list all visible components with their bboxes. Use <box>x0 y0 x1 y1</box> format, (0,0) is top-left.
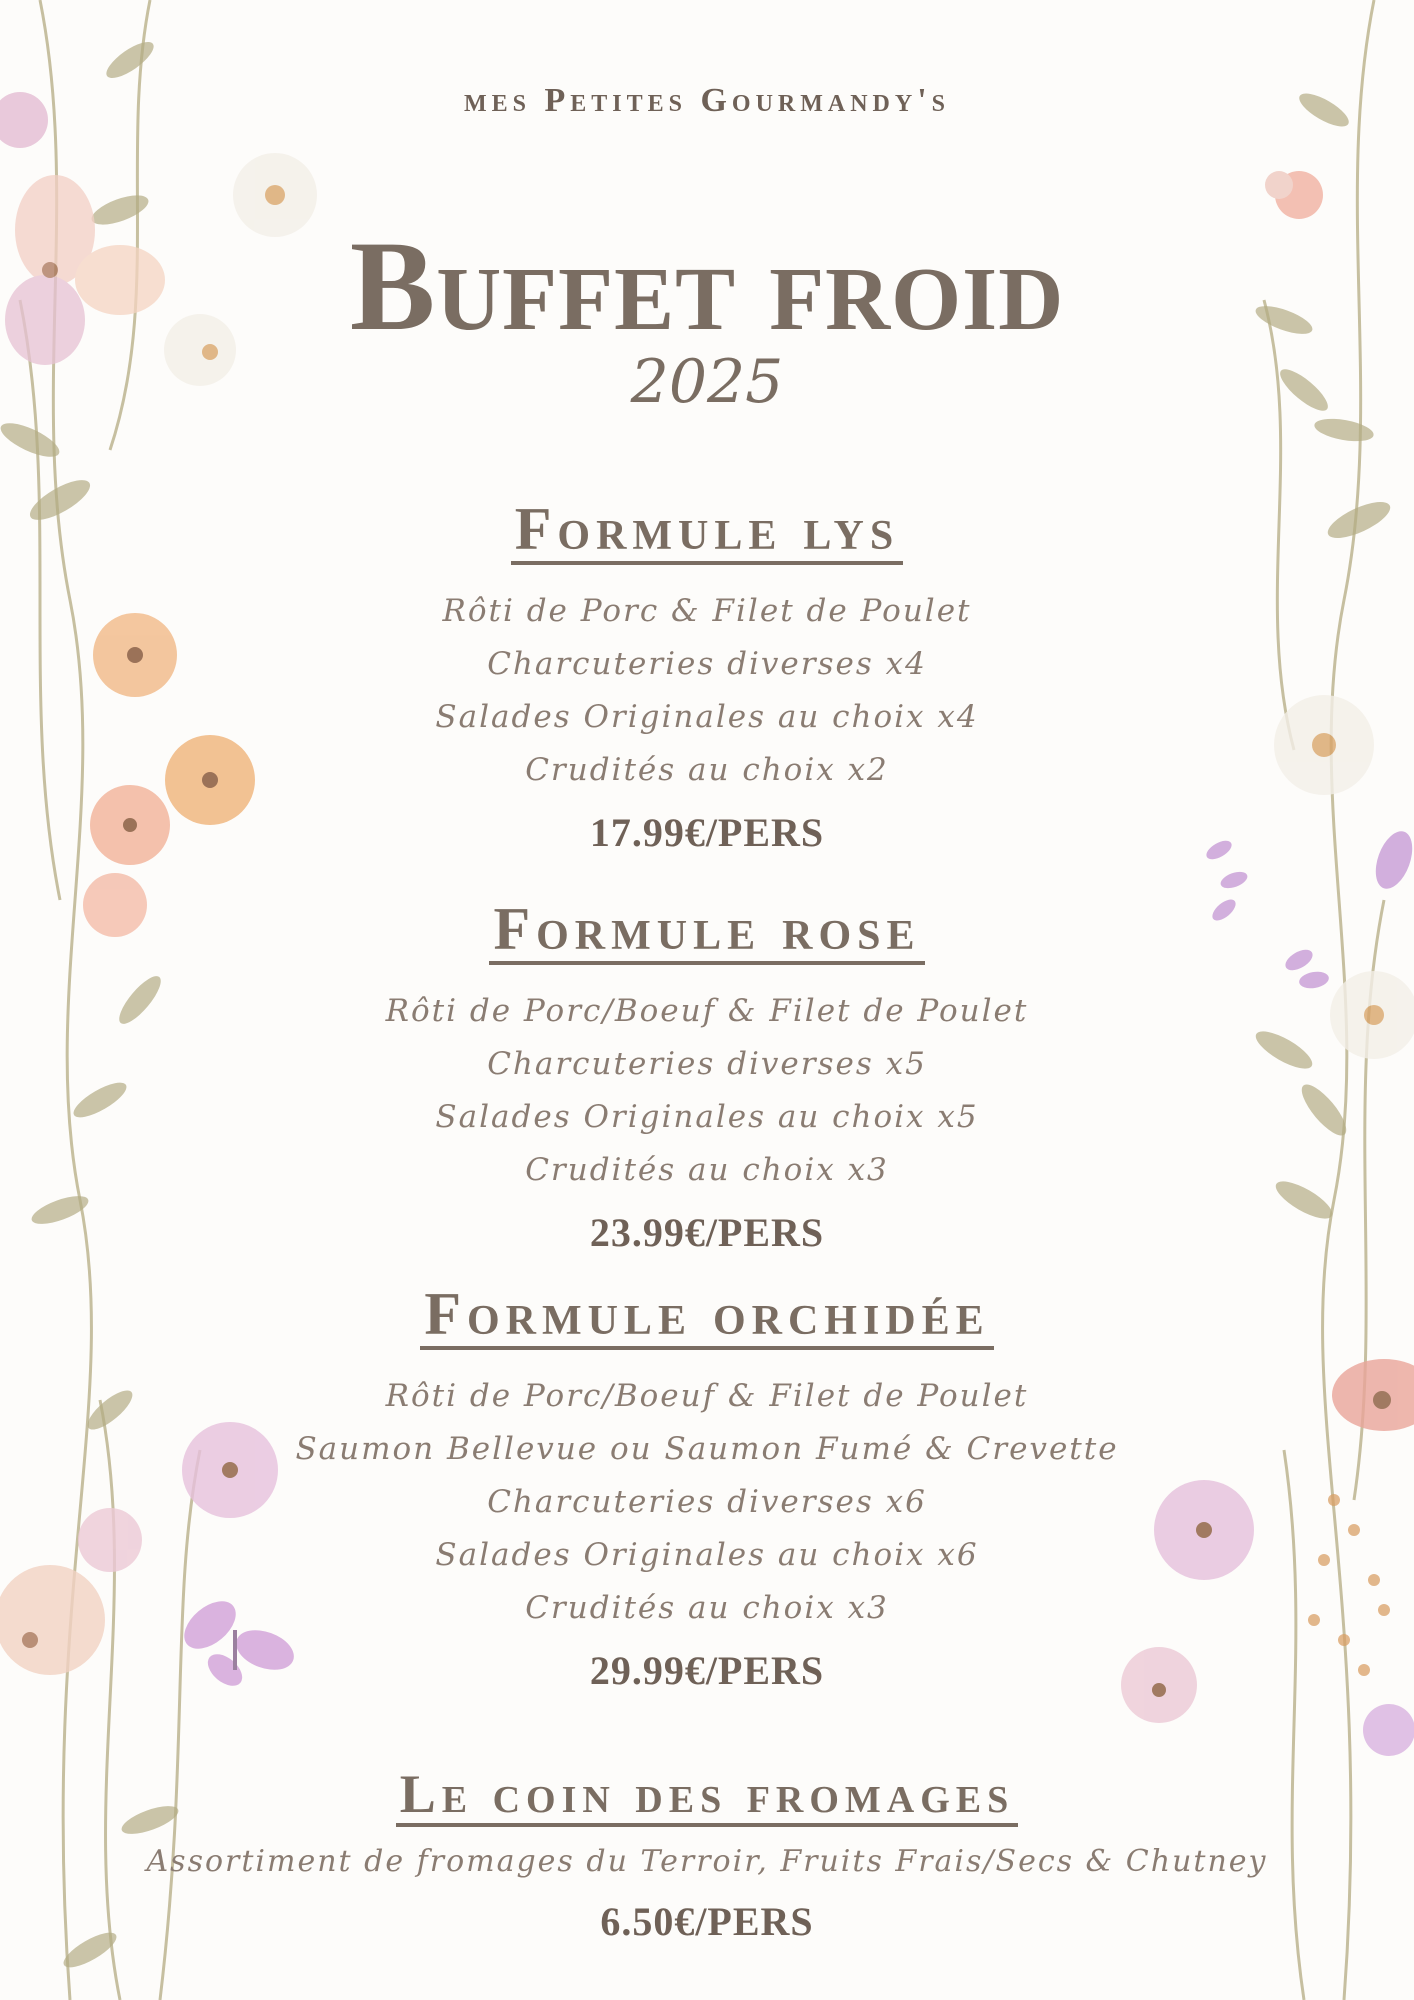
section-price: 29.99€/PERS <box>589 1648 825 1693</box>
section-price: 17.99€/PERS <box>589 810 825 855</box>
page-title: Buffet froid <box>349 215 1065 357</box>
section-price: 6.50€/PERS <box>600 1898 814 1944</box>
section-title: Formule orchidée <box>420 1283 993 1350</box>
section-title: Formule lys <box>511 498 904 565</box>
menu-item: Crudités au choix x3 <box>525 1152 889 1188</box>
menu-year: 2025 <box>630 347 784 417</box>
menu-item: Assortiment de fromages du Terroir, Fruits Frais/Secs & Chutney <box>146 1843 1268 1879</box>
menu-item: Saumon Bellevue ou Saumon Fumé & Crevette <box>295 1431 1119 1467</box>
brand-name: mes Petites Gourmandy's <box>463 82 951 119</box>
menu-item: Crudités au choix x3 <box>525 1590 889 1626</box>
section-items <box>0 585 1414 797</box>
section-formule-lys <box>0 498 1414 856</box>
menu-item: Charcuteries diverses x6 <box>487 1484 927 1520</box>
section-formule-orchidee <box>0 1283 1414 1694</box>
section-items <box>0 1370 1414 1635</box>
section-title: Le coin des fromages <box>396 1766 1019 1827</box>
section-title: Formule rose <box>489 898 924 965</box>
menu-item: Rôti de Porc/Boeuf & Filet de Poulet <box>385 993 1029 1029</box>
menu-item: Rôti de Porc & Filet de Poulet <box>442 593 972 629</box>
section-coin-des-fromages <box>0 1766 1414 1945</box>
menu-item: Crudités au choix x2 <box>525 752 889 788</box>
menu-item: Rôti de Porc/Boeuf & Filet de Poulet <box>385 1378 1029 1414</box>
section-price: 23.99€/PERS <box>589 1210 825 1255</box>
menu-item: Charcuteries diverses x4 <box>487 646 927 682</box>
section-items <box>0 1835 1414 1888</box>
menu-item: Charcuteries diverses x5 <box>487 1046 927 1082</box>
section-items <box>0 985 1414 1197</box>
menu-item: Salades Originales au choix x6 <box>435 1537 979 1573</box>
section-formule-rose <box>0 898 1414 1256</box>
menu-item: Salades Originales au choix x5 <box>435 1099 979 1135</box>
menu-item: Salades Originales au choix x4 <box>435 699 979 735</box>
